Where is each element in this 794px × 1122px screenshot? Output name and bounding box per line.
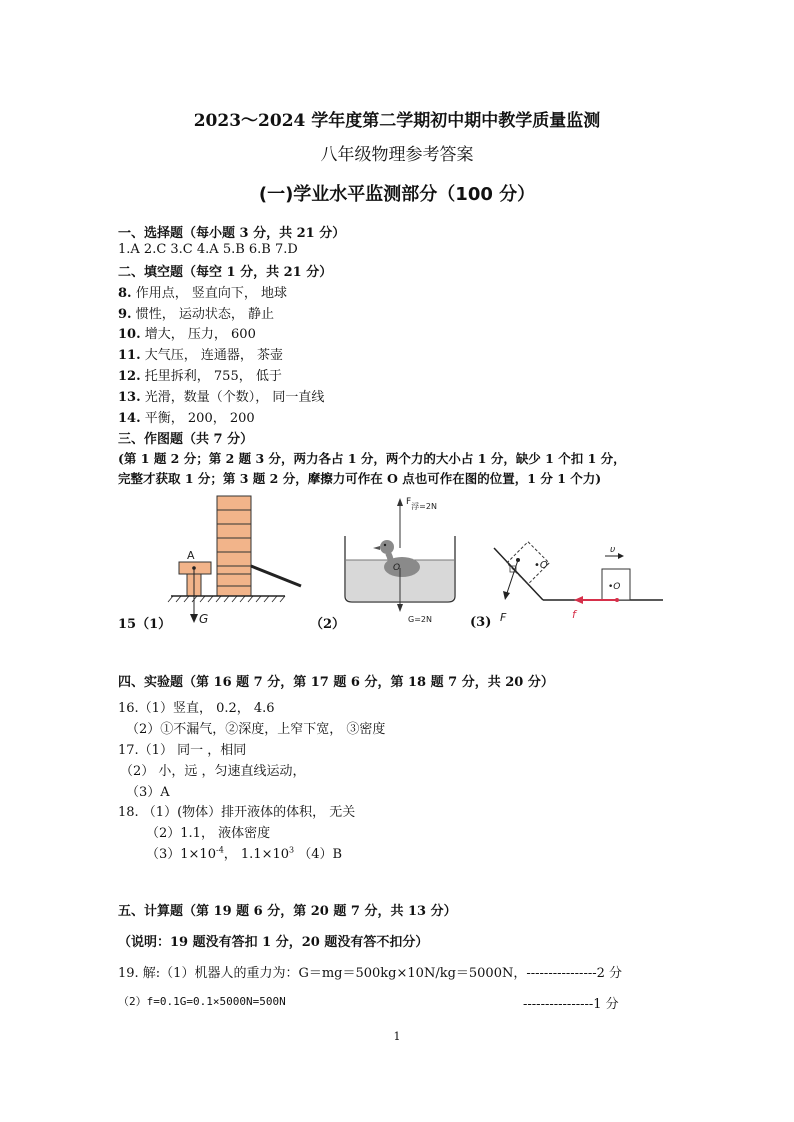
document-title: 2023～2024 学年度第二学期初中期中教学质量监测 (193, 111, 601, 131)
fill-item-14: 14. 平衡， 200， 200 (118, 411, 255, 426)
fill-item-11: 11. 大气压， 连通器， 茶壶 (118, 348, 284, 363)
section-1-answers: 1.A 2.C 3.C 4.A 5.B 6.B 7.D (118, 242, 298, 257)
figure-3-label-o2: •O (608, 582, 621, 592)
section-5-note: （说明：19 题没有答扣 1 分，20 题没有答不扣分） (118, 935, 429, 950)
document-subtitle: 八年级物理参考答案 (320, 145, 474, 165)
section-2-heading: 二、填空题（每空 1 分，共 21 分） (118, 265, 333, 280)
fill-item-12: 12. 托里拆利， 755， 低于 (118, 369, 282, 384)
q19-line-2: （2）f=0.1G=0.1×5000N=500N (118, 995, 286, 1008)
figure-1-blocks (165, 490, 315, 630)
q19-line-2-score: ----------------1 分 (523, 997, 619, 1012)
section-3-note-1: (第 1 题 2 分；第 2 题 3 分，两力各占 1 分，两个力的大小占 1 分，缺少 1 个扣 1 分， (118, 451, 626, 466)
section-4-heading: 四、实验题（第 16 题 7 分，第 17 题 6 分，第 18 题 7 分，共 20 分） (118, 675, 554, 690)
q18-line-2: （2）1.1， 液体密度 (146, 826, 271, 841)
figure-3-label-v: υ (610, 545, 616, 555)
figure-3-label-f-force: F (500, 611, 507, 624)
section-3-note-2: 完整才获取 1 分；第 3 题 2 分，摩擦力可作在 O 点也可作在图的位置，1 分 1 个力) (118, 471, 602, 486)
fill-item-13: 13. 光滑，数量（个数）， 同一直线 (118, 390, 325, 405)
fill-item-8: 8. 作用点， 竖直向下， 地球 (118, 286, 287, 301)
section-3-heading: 三、作图题（共 7 分） (118, 432, 254, 447)
figure-3-label-friction: f (572, 608, 576, 621)
q18-line-3: $(3)1\times 10^{-4}$， $1.1\times 10^3$ （4）B (146, 845, 343, 862)
figure-label-15-1: 15（1） (118, 617, 172, 632)
figure-2-label-f: F (406, 497, 412, 507)
svg-text:F浮=2N (406, 497, 437, 511)
figure-label-3: (3) (470, 615, 492, 630)
figure-2-duck (340, 490, 465, 630)
q17-line-3: （3）A (126, 785, 170, 800)
figure-3-slope (488, 490, 668, 625)
figure-2-label-o: O (393, 563, 401, 573)
q17-line-2: （2） 小，远 ，匀速直线运动， (120, 764, 306, 779)
figure-1-label-a: A (187, 549, 195, 562)
figure-3-label-o1: O (539, 560, 548, 571)
figure-2-label-f-sub: 浮=2N (411, 502, 437, 511)
figure-label-2: （2） (310, 617, 346, 632)
page-number: 1 (393, 1030, 401, 1043)
figure-1-label-g: G (199, 612, 209, 626)
figure-2-label-g: G=2N (408, 615, 432, 624)
q19-line-1: 19. 解:（1）机器人的重力为：G＝mg＝500kg×10N/kg＝5000N，----------------2 分 (118, 966, 623, 981)
section-1-heading: 一、选择题（每小题 3 分，共 21 分） (118, 226, 346, 241)
q18-line-1: 18. （1）(物体）排开液体的体积， 无关 (118, 805, 356, 820)
part-heading: (一)学业水平监测部分（100 分） (258, 184, 536, 205)
q17-line-1: 17.（1） 同一 ，相同 (118, 743, 247, 758)
q16-line-2: （2）①不漏气，②深度，上窄下宽， ③密度 (126, 722, 386, 737)
q16-line-1: 16.（1）竖直， 0.2， 4.6 (118, 701, 275, 716)
section-5-heading: 五、计算题（第 19 题 6 分，第 20 题 7 分，共 13 分） (118, 904, 457, 919)
svg-text:•O: •O (534, 560, 548, 571)
fill-item-9: 9. 惯性， 运动状态， 静止 (118, 307, 274, 322)
fill-item-10: 10. 增大， 压力， 600 (118, 327, 256, 342)
